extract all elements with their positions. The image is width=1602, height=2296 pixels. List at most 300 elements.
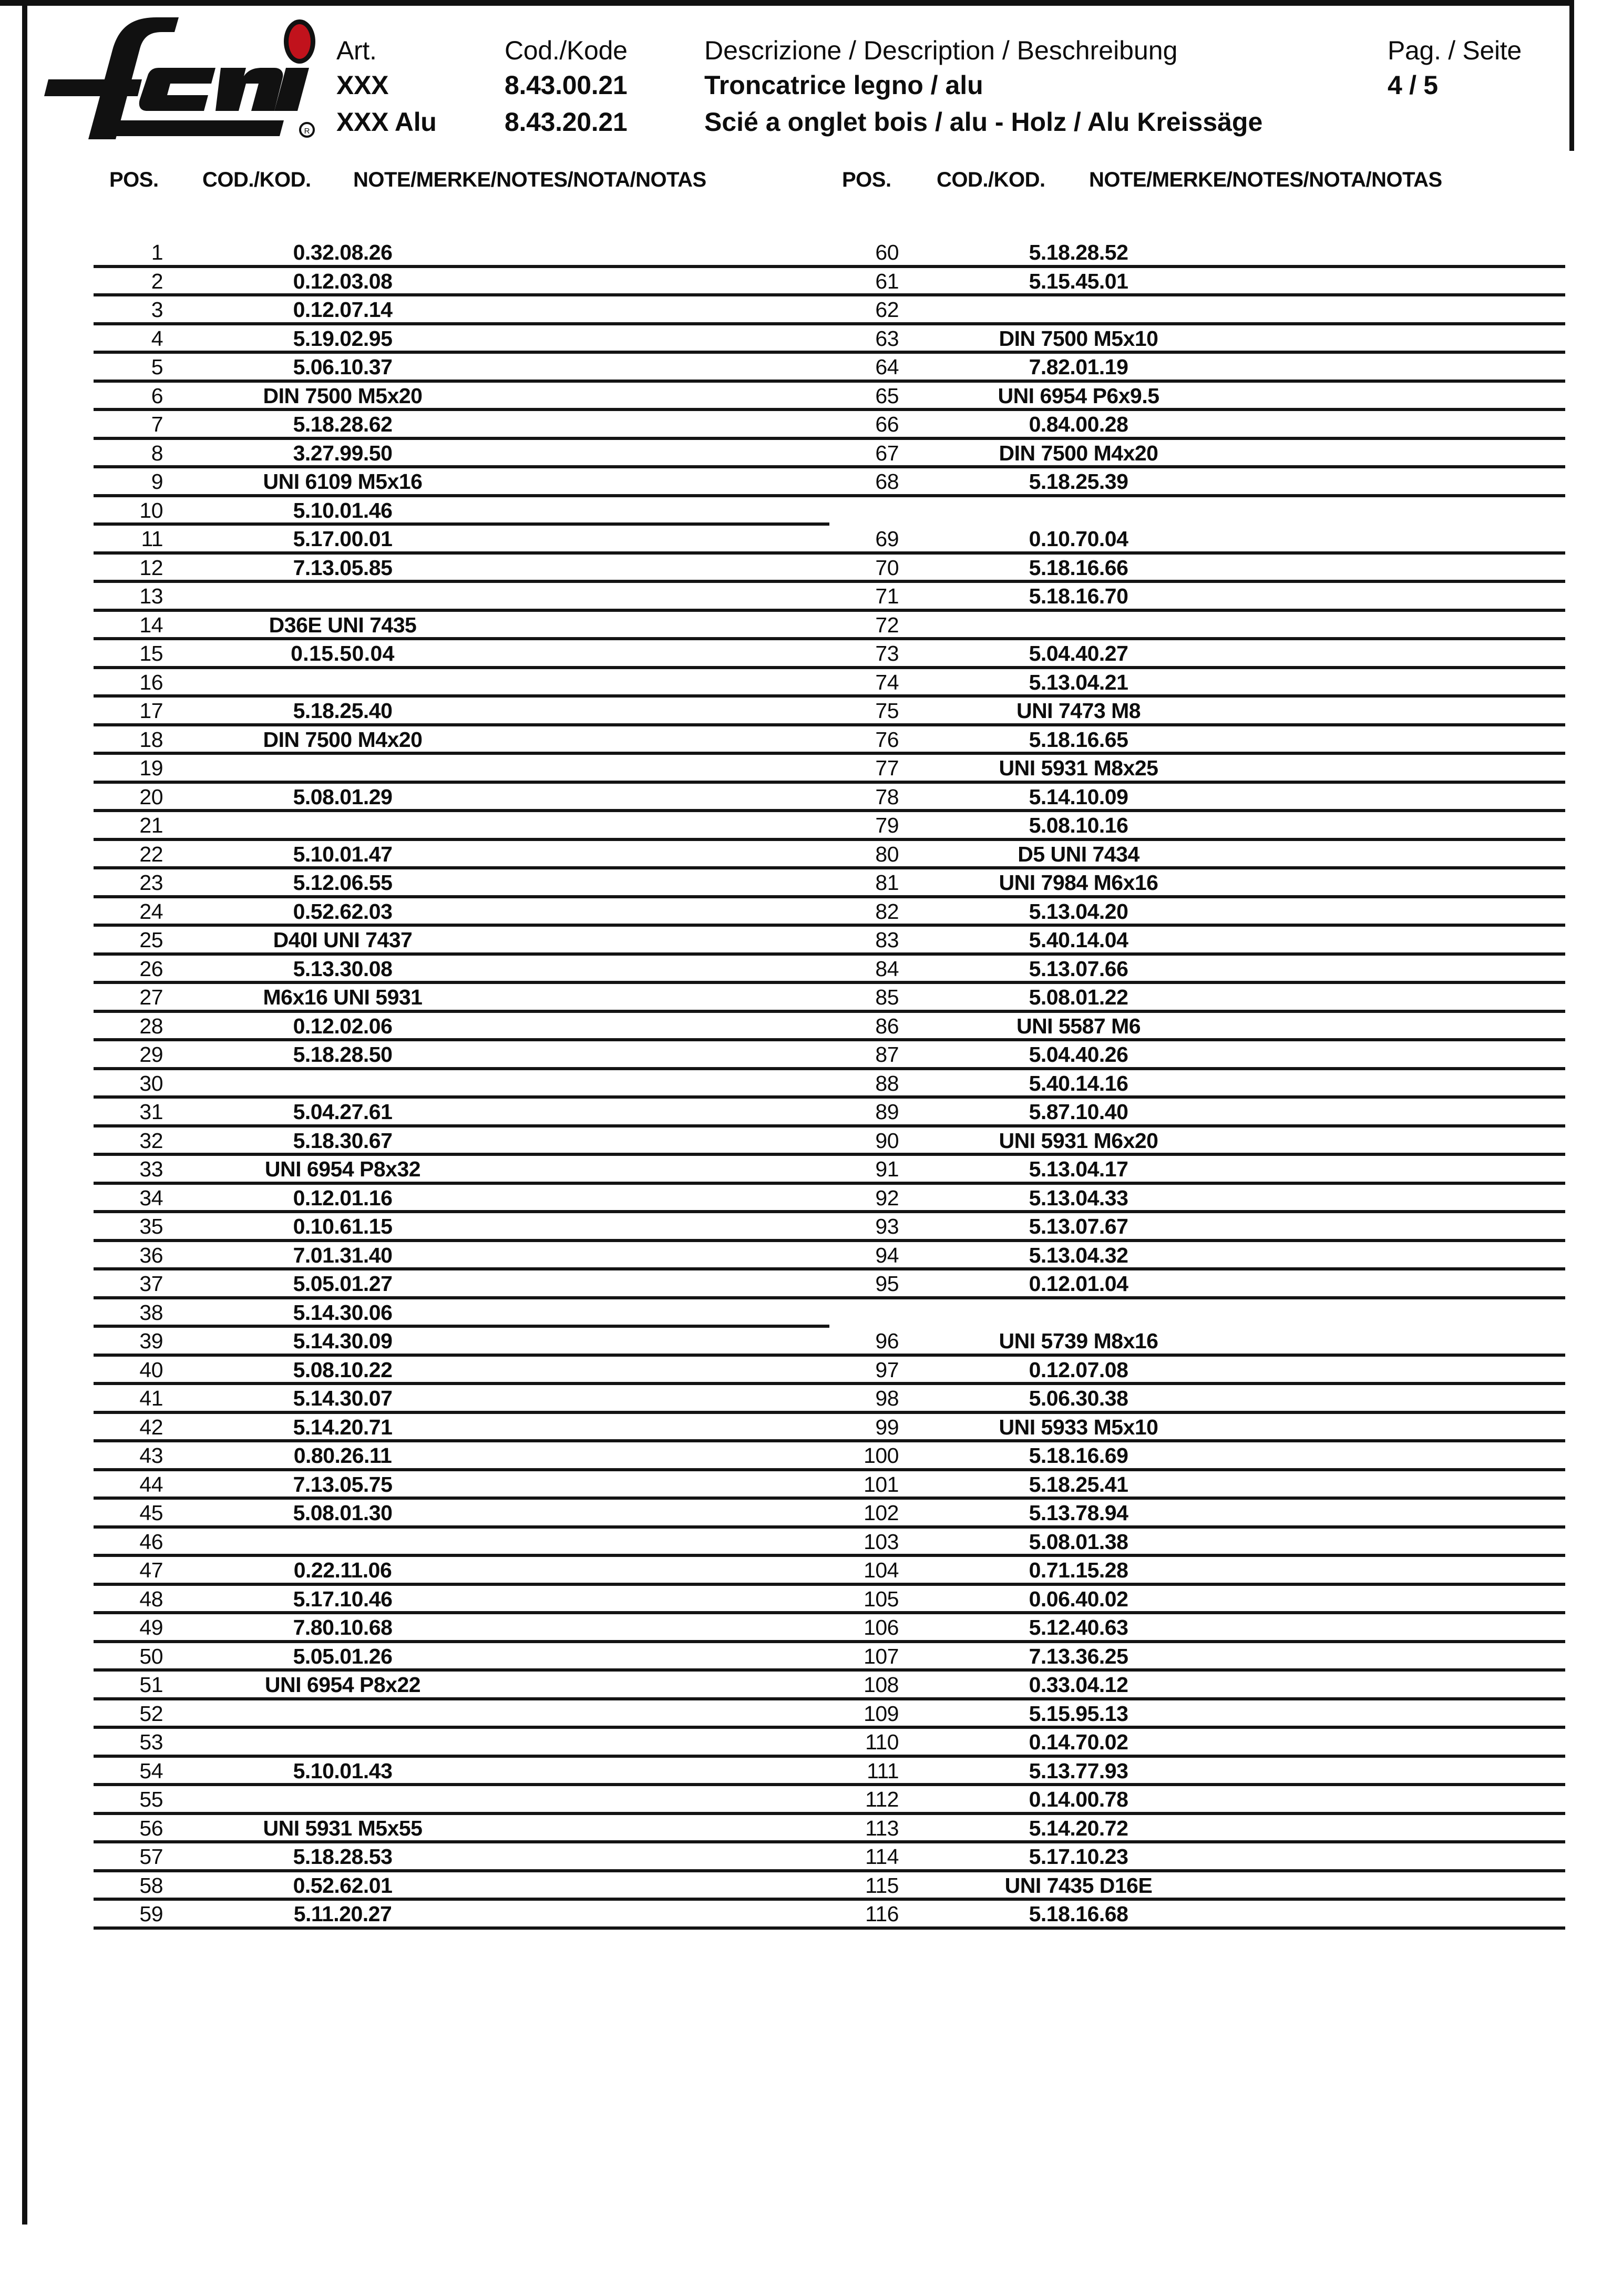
header-cod-value-1: 8.43.00.21 <box>505 70 628 100</box>
row-code: 7.01.31.40 <box>293 1243 393 1267</box>
colhead-cod-left: COD./KOD. <box>202 168 311 191</box>
row-position: 84 <box>875 956 899 981</box>
row-position: 93 <box>875 1214 899 1238</box>
table-row <box>94 755 829 784</box>
row-position: 104 <box>864 1558 899 1582</box>
row-position: 25 <box>139 928 163 952</box>
row-position: 42 <box>139 1414 163 1439</box>
table-row <box>94 1729 829 1758</box>
table-row <box>94 927 829 956</box>
row-code: 0.22.11.06 <box>293 1558 392 1582</box>
row-position: 92 <box>875 1185 899 1210</box>
row-code: UNI 5931 M8x25 <box>999 756 1158 780</box>
table-row <box>94 1385 829 1414</box>
row-code: 5.14.30.07 <box>293 1386 393 1410</box>
row-position: 18 <box>139 727 163 752</box>
row-position: 48 <box>139 1586 163 1611</box>
row-position: 29 <box>139 1042 163 1067</box>
row-position: 23 <box>139 870 163 895</box>
row-code: 5.17.00.01 <box>293 527 393 551</box>
table-row <box>94 296 829 325</box>
table-row <box>94 1758 829 1787</box>
row-position: 40 <box>139 1357 163 1382</box>
row-code: 5.18.28.50 <box>293 1042 393 1067</box>
femi-logo <box>37 17 315 139</box>
table-row <box>829 583 1565 612</box>
row-position: 38 <box>139 1300 163 1325</box>
row-code: D40I UNI 7437 <box>273 928 413 952</box>
row-code: 5.13.04.32 <box>1029 1243 1128 1267</box>
row-position: 22 <box>139 842 163 866</box>
table-row <box>94 1643 829 1672</box>
table-row <box>94 1442 829 1471</box>
table-row <box>94 869 829 898</box>
table-row <box>829 440 1565 469</box>
row-code: 5.06.30.38 <box>1029 1386 1128 1410</box>
row-code: 0.14.70.02 <box>1029 1730 1128 1754</box>
table-row <box>829 1872 1565 1901</box>
row-position: 16 <box>139 670 163 694</box>
row-position: 30 <box>139 1071 163 1095</box>
row-position: 115 <box>865 1873 899 1898</box>
table-row <box>94 898 829 927</box>
header-cod-value-2: 8.43.20.21 <box>505 107 628 137</box>
row-code: 5.87.10.40 <box>1029 1100 1128 1124</box>
row-position: 91 <box>875 1157 899 1181</box>
row-code: 0.15.50.04 <box>291 641 395 665</box>
table-row <box>829 1500 1565 1529</box>
row-position: 64 <box>875 355 899 379</box>
row-code: 0.12.02.06 <box>293 1013 393 1038</box>
table-row <box>829 325 1565 354</box>
table-row <box>829 898 1565 927</box>
row-position: 47 <box>139 1558 163 1582</box>
row-code: 5.14.30.09 <box>293 1329 393 1353</box>
row-code: DIN 7500 M5x20 <box>263 383 423 408</box>
table-row <box>94 669 829 698</box>
row-position: 95 <box>875 1272 899 1296</box>
row-position: 76 <box>875 727 899 752</box>
row-position: 79 <box>875 813 899 837</box>
colhead-note-right: NOTE/MERKE/NOTES/NOTA/NOTAS <box>1089 168 1442 191</box>
row-code: 5.14.20.71 <box>293 1414 393 1439</box>
row-position: 83 <box>875 928 899 952</box>
table-row <box>829 1643 1565 1672</box>
table-row <box>94 1557 829 1586</box>
row-position: 78 <box>875 784 899 809</box>
row-code: 5.13.07.67 <box>1029 1214 1128 1238</box>
row-code: 5.04.40.26 <box>1029 1042 1128 1067</box>
header-description-label: Descrizione / Description / Beschreibung <box>704 36 1178 65</box>
document-header <box>0 6 1574 151</box>
table-row <box>829 1700 1565 1729</box>
table-row <box>94 239 829 268</box>
row-code: 0.12.01.04 <box>1029 1272 1128 1296</box>
table-row <box>94 726 829 755</box>
table-row <box>94 1700 829 1729</box>
table-row <box>829 1758 1565 1787</box>
table-row <box>94 984 829 1013</box>
row-code: UNI 5587 M6 <box>1016 1013 1141 1038</box>
row-code: 5.18.16.68 <box>1029 1902 1128 1926</box>
row-code: UNI 6954 P8x22 <box>264 1673 421 1697</box>
row-code: 0.80.26.11 <box>293 1443 392 1468</box>
table-row <box>94 1786 829 1815</box>
row-position: 88 <box>875 1071 899 1095</box>
row-position: 5 <box>151 355 163 379</box>
table-row <box>94 1500 829 1529</box>
row-position: 100 <box>864 1443 899 1468</box>
row-code: DIN 7500 M5x10 <box>999 326 1158 351</box>
table-row <box>94 956 829 985</box>
row-position: 106 <box>864 1615 899 1639</box>
parts-table-left <box>94 239 829 1930</box>
table-row <box>94 1357 829 1386</box>
table-row <box>94 1270 829 1299</box>
row-position: 43 <box>139 1443 163 1468</box>
table-row <box>829 612 1565 641</box>
table-row <box>829 841 1565 870</box>
row-position: 107 <box>864 1644 899 1668</box>
table-row <box>829 984 1565 1013</box>
table-row <box>94 555 829 583</box>
table-row <box>94 1070 829 1099</box>
row-position: 33 <box>139 1157 163 1181</box>
row-code: 0.12.07.08 <box>1029 1357 1128 1382</box>
table-row <box>94 1242 829 1271</box>
row-code: 5.18.25.40 <box>293 699 393 723</box>
table-row <box>94 1614 829 1643</box>
row-position: 54 <box>139 1758 163 1783</box>
row-position: 19 <box>139 756 163 780</box>
row-code: 5.08.01.22 <box>1029 985 1128 1009</box>
row-position: 49 <box>139 1615 163 1639</box>
row-position: 97 <box>875 1357 899 1382</box>
row-code: 7.13.05.85 <box>293 555 393 580</box>
row-code: 5.04.27.61 <box>293 1100 393 1124</box>
page-border-left <box>22 0 27 2225</box>
table-row <box>829 526 1565 555</box>
row-position: 12 <box>139 555 163 580</box>
row-code: M6x16 UNI 5931 <box>263 985 423 1009</box>
table-row <box>829 555 1565 583</box>
row-code: 7.13.05.75 <box>293 1472 393 1496</box>
row-code: 0.71.15.28 <box>1029 1558 1128 1582</box>
row-code: UNI 5933 M5x10 <box>999 1414 1158 1439</box>
row-code: 0.10.70.04 <box>1029 527 1128 551</box>
table-row <box>829 1815 1565 1844</box>
table-column-headers <box>0 168 1602 192</box>
row-code: 5.08.01.38 <box>1029 1529 1128 1554</box>
row-code: 5.13.30.08 <box>293 956 393 981</box>
row-code: 5.13.04.17 <box>1029 1157 1128 1181</box>
row-position: 26 <box>139 956 163 981</box>
table-row <box>829 1328 1565 1357</box>
row-position: 62 <box>875 298 899 322</box>
table-row <box>829 1242 1565 1271</box>
row-code: 5.12.06.55 <box>293 870 393 895</box>
row-code: 5.08.01.30 <box>293 1501 393 1525</box>
row-code: 5.05.01.27 <box>293 1272 393 1296</box>
row-code: 5.05.01.26 <box>293 1644 393 1668</box>
row-position: 99 <box>875 1414 899 1439</box>
row-position: 108 <box>864 1673 899 1697</box>
row-code: 5.18.16.66 <box>1029 555 1128 580</box>
table-row <box>829 1213 1565 1242</box>
row-position: 41 <box>139 1386 163 1410</box>
row-position: 2 <box>151 269 163 293</box>
table-row <box>829 239 1565 268</box>
row-position: 35 <box>139 1214 163 1238</box>
row-code: 0.12.03.08 <box>293 269 393 293</box>
table-row <box>829 1128 1565 1156</box>
row-position: 105 <box>864 1586 899 1611</box>
header-cod-label: Cod./Kode <box>505 36 628 65</box>
table-row <box>829 411 1565 440</box>
header-page-value: 4 / 5 <box>1388 70 1438 100</box>
table-spacer-row <box>829 1299 1565 1328</box>
row-code: 0.14.00.78 <box>1029 1787 1128 1811</box>
table-row <box>94 1586 829 1615</box>
row-code: 0.10.61.15 <box>293 1214 393 1238</box>
row-position: 77 <box>875 756 899 780</box>
row-position: 11 <box>141 527 163 551</box>
table-row <box>829 1529 1565 1557</box>
row-position: 85 <box>875 985 899 1009</box>
row-code: 0.33.04.12 <box>1029 1673 1128 1697</box>
table-row <box>829 1672 1565 1700</box>
row-position: 32 <box>139 1128 163 1153</box>
row-position: 52 <box>139 1701 163 1726</box>
table-spacer-row <box>829 497 1565 526</box>
table-row <box>94 383 829 412</box>
table-row <box>829 1586 1565 1615</box>
row-position: 51 <box>139 1673 163 1697</box>
table-row <box>94 698 829 726</box>
table-row <box>94 1156 829 1185</box>
table-row <box>94 812 829 841</box>
row-code: 5.40.14.16 <box>1029 1071 1128 1095</box>
header-art-value-1: XXX <box>336 70 389 100</box>
row-position: 110 <box>865 1730 899 1754</box>
header-art-value-2: XXX Alu <box>336 107 437 137</box>
table-row <box>94 411 829 440</box>
table-row <box>829 812 1565 841</box>
table-row <box>829 296 1565 325</box>
row-position: 81 <box>875 870 899 895</box>
table-row <box>829 1557 1565 1586</box>
table-row <box>829 698 1565 726</box>
table-row <box>94 612 829 641</box>
row-position: 20 <box>139 784 163 809</box>
row-code: 5.18.28.53 <box>293 1844 393 1869</box>
row-position: 28 <box>139 1013 163 1038</box>
row-code: 0.12.01.16 <box>293 1185 393 1210</box>
row-position: 7 <box>151 412 163 436</box>
row-code: UNI 6954 P8x32 <box>264 1157 421 1181</box>
table-row <box>94 1213 829 1242</box>
row-code: UNI 7984 M6x16 <box>999 870 1158 895</box>
row-position: 70 <box>875 555 899 580</box>
row-code: DIN 7500 M4x20 <box>263 727 423 752</box>
row-position: 6 <box>151 383 163 408</box>
table-row <box>829 1041 1565 1070</box>
row-position: 96 <box>875 1329 899 1353</box>
row-code: 5.08.01.29 <box>293 784 393 809</box>
row-position: 56 <box>139 1816 163 1840</box>
header-art-label: Art. <box>336 36 377 65</box>
table-row <box>829 1471 1565 1500</box>
row-position: 13 <box>139 584 163 608</box>
table-row <box>94 583 829 612</box>
row-code: D5 UNI 7434 <box>1018 842 1139 866</box>
row-position: 68 <box>875 469 899 494</box>
table-row <box>829 383 1565 412</box>
row-code: 5.13.04.21 <box>1029 670 1128 694</box>
row-position: 46 <box>139 1529 163 1554</box>
table-row <box>94 1529 829 1557</box>
row-position: 69 <box>875 527 899 551</box>
row-position: 10 <box>139 498 163 522</box>
row-position: 65 <box>875 383 899 408</box>
table-row <box>94 325 829 354</box>
row-code: 5.40.14.04 <box>1029 928 1128 952</box>
row-position: 112 <box>865 1787 899 1811</box>
row-position: 67 <box>875 440 899 465</box>
table-row <box>829 1357 1565 1386</box>
row-position: 73 <box>875 641 899 665</box>
row-code: 5.12.40.63 <box>1029 1615 1128 1639</box>
row-code: 5.10.01.46 <box>293 498 393 522</box>
table-row <box>94 1299 829 1328</box>
row-code: 5.13.07.66 <box>1029 956 1128 981</box>
table-row <box>829 1385 1565 1414</box>
row-position: 36 <box>139 1243 163 1267</box>
row-code: 5.13.04.33 <box>1029 1185 1128 1210</box>
table-row <box>94 1185 829 1214</box>
row-code: 7.82.01.19 <box>1029 355 1128 379</box>
row-code: UNI 6109 M5x16 <box>263 469 423 494</box>
table-row <box>829 1786 1565 1815</box>
row-position: 14 <box>139 612 163 637</box>
table-row <box>94 497 829 526</box>
header-page-label: Pag. / Seite <box>1388 36 1522 65</box>
row-code: 5.18.16.70 <box>1029 584 1128 608</box>
table-row <box>829 1843 1565 1872</box>
row-position: 80 <box>875 842 899 866</box>
row-code: 5.18.28.62 <box>293 412 393 436</box>
row-position: 101 <box>864 1472 899 1496</box>
table-row <box>94 526 829 555</box>
row-position: 86 <box>875 1013 899 1038</box>
table-row <box>94 1099 829 1128</box>
row-position: 4 <box>151 326 163 351</box>
table-row <box>829 927 1565 956</box>
row-position: 61 <box>875 269 899 293</box>
table-row <box>829 1013 1565 1042</box>
page-border-top <box>0 0 1574 6</box>
row-code: D36E UNI 7435 <box>269 612 417 637</box>
table-row <box>94 1872 829 1901</box>
row-code: 7.13.36.25 <box>1029 1644 1128 1668</box>
row-code: 5.11.20.27 <box>293 1902 392 1926</box>
row-position: 114 <box>865 1844 899 1869</box>
table-row <box>94 1013 829 1042</box>
row-code: 5.10.01.47 <box>293 842 393 866</box>
row-position: 27 <box>139 985 163 1009</box>
row-code: 5.18.30.67 <box>293 1128 393 1153</box>
table-row <box>829 354 1565 383</box>
row-position: 37 <box>139 1272 163 1296</box>
row-code: 5.15.45.01 <box>1029 269 1128 293</box>
row-code: 5.08.10.22 <box>293 1357 393 1382</box>
row-position: 74 <box>875 670 899 694</box>
row-code: 5.06.10.37 <box>293 355 393 379</box>
row-position: 82 <box>875 899 899 924</box>
row-code: 0.12.07.14 <box>293 298 393 322</box>
header-description-value-2: Scié a onglet bois / alu - Holz / Alu Kreissäge <box>704 107 1263 137</box>
table-row <box>94 354 829 383</box>
table-row <box>94 440 829 469</box>
row-code: 0.52.62.01 <box>293 1873 393 1898</box>
row-position: 31 <box>139 1100 163 1124</box>
table-row <box>94 841 829 870</box>
row-position: 59 <box>139 1902 163 1926</box>
table-row <box>829 726 1565 755</box>
row-position: 21 <box>139 813 163 837</box>
row-code: 5.18.25.41 <box>1029 1472 1128 1496</box>
row-position: 87 <box>875 1042 899 1067</box>
row-code: 5.10.01.43 <box>293 1758 393 1783</box>
row-position: 45 <box>139 1501 163 1525</box>
row-code: 5.13.77.93 <box>1029 1758 1128 1783</box>
row-code: UNI 5739 M8x16 <box>999 1329 1158 1353</box>
row-position: 71 <box>875 584 899 608</box>
row-code: 5.18.16.65 <box>1029 727 1128 752</box>
row-position: 58 <box>139 1873 163 1898</box>
row-position: 63 <box>875 326 899 351</box>
row-position: 109 <box>864 1701 899 1726</box>
row-position: 57 <box>139 1844 163 1869</box>
row-code: 5.14.30.06 <box>293 1300 393 1325</box>
row-position: 44 <box>139 1472 163 1496</box>
row-code: 0.06.40.02 <box>1029 1586 1128 1611</box>
table-row <box>94 1471 829 1500</box>
row-code: 5.18.28.52 <box>1029 240 1128 264</box>
row-code: 5.15.95.13 <box>1029 1701 1128 1726</box>
table-row <box>829 1614 1565 1643</box>
table-row <box>829 869 1565 898</box>
table-row <box>94 268 829 297</box>
row-code: UNI 7473 M8 <box>1016 699 1141 723</box>
table-row <box>829 755 1565 784</box>
table-row <box>829 956 1565 985</box>
row-code: 5.08.10.16 <box>1029 813 1128 837</box>
table-row <box>94 640 829 669</box>
parts-table-right <box>829 239 1565 1930</box>
row-position: 90 <box>875 1128 899 1153</box>
row-code: 5.04.40.27 <box>1029 641 1128 665</box>
row-position: 50 <box>139 1644 163 1668</box>
row-position: 116 <box>865 1902 899 1926</box>
row-code: 5.13.04.20 <box>1029 899 1128 924</box>
row-position: 111 <box>867 1758 899 1783</box>
colhead-pos-left: POS. <box>109 168 159 191</box>
row-code: 5.18.25.39 <box>1029 469 1128 494</box>
table-row <box>829 1414 1565 1443</box>
colhead-note-left: NOTE/MERKE/NOTES/NOTA/NOTAS <box>353 168 706 191</box>
table-row <box>94 1128 829 1156</box>
